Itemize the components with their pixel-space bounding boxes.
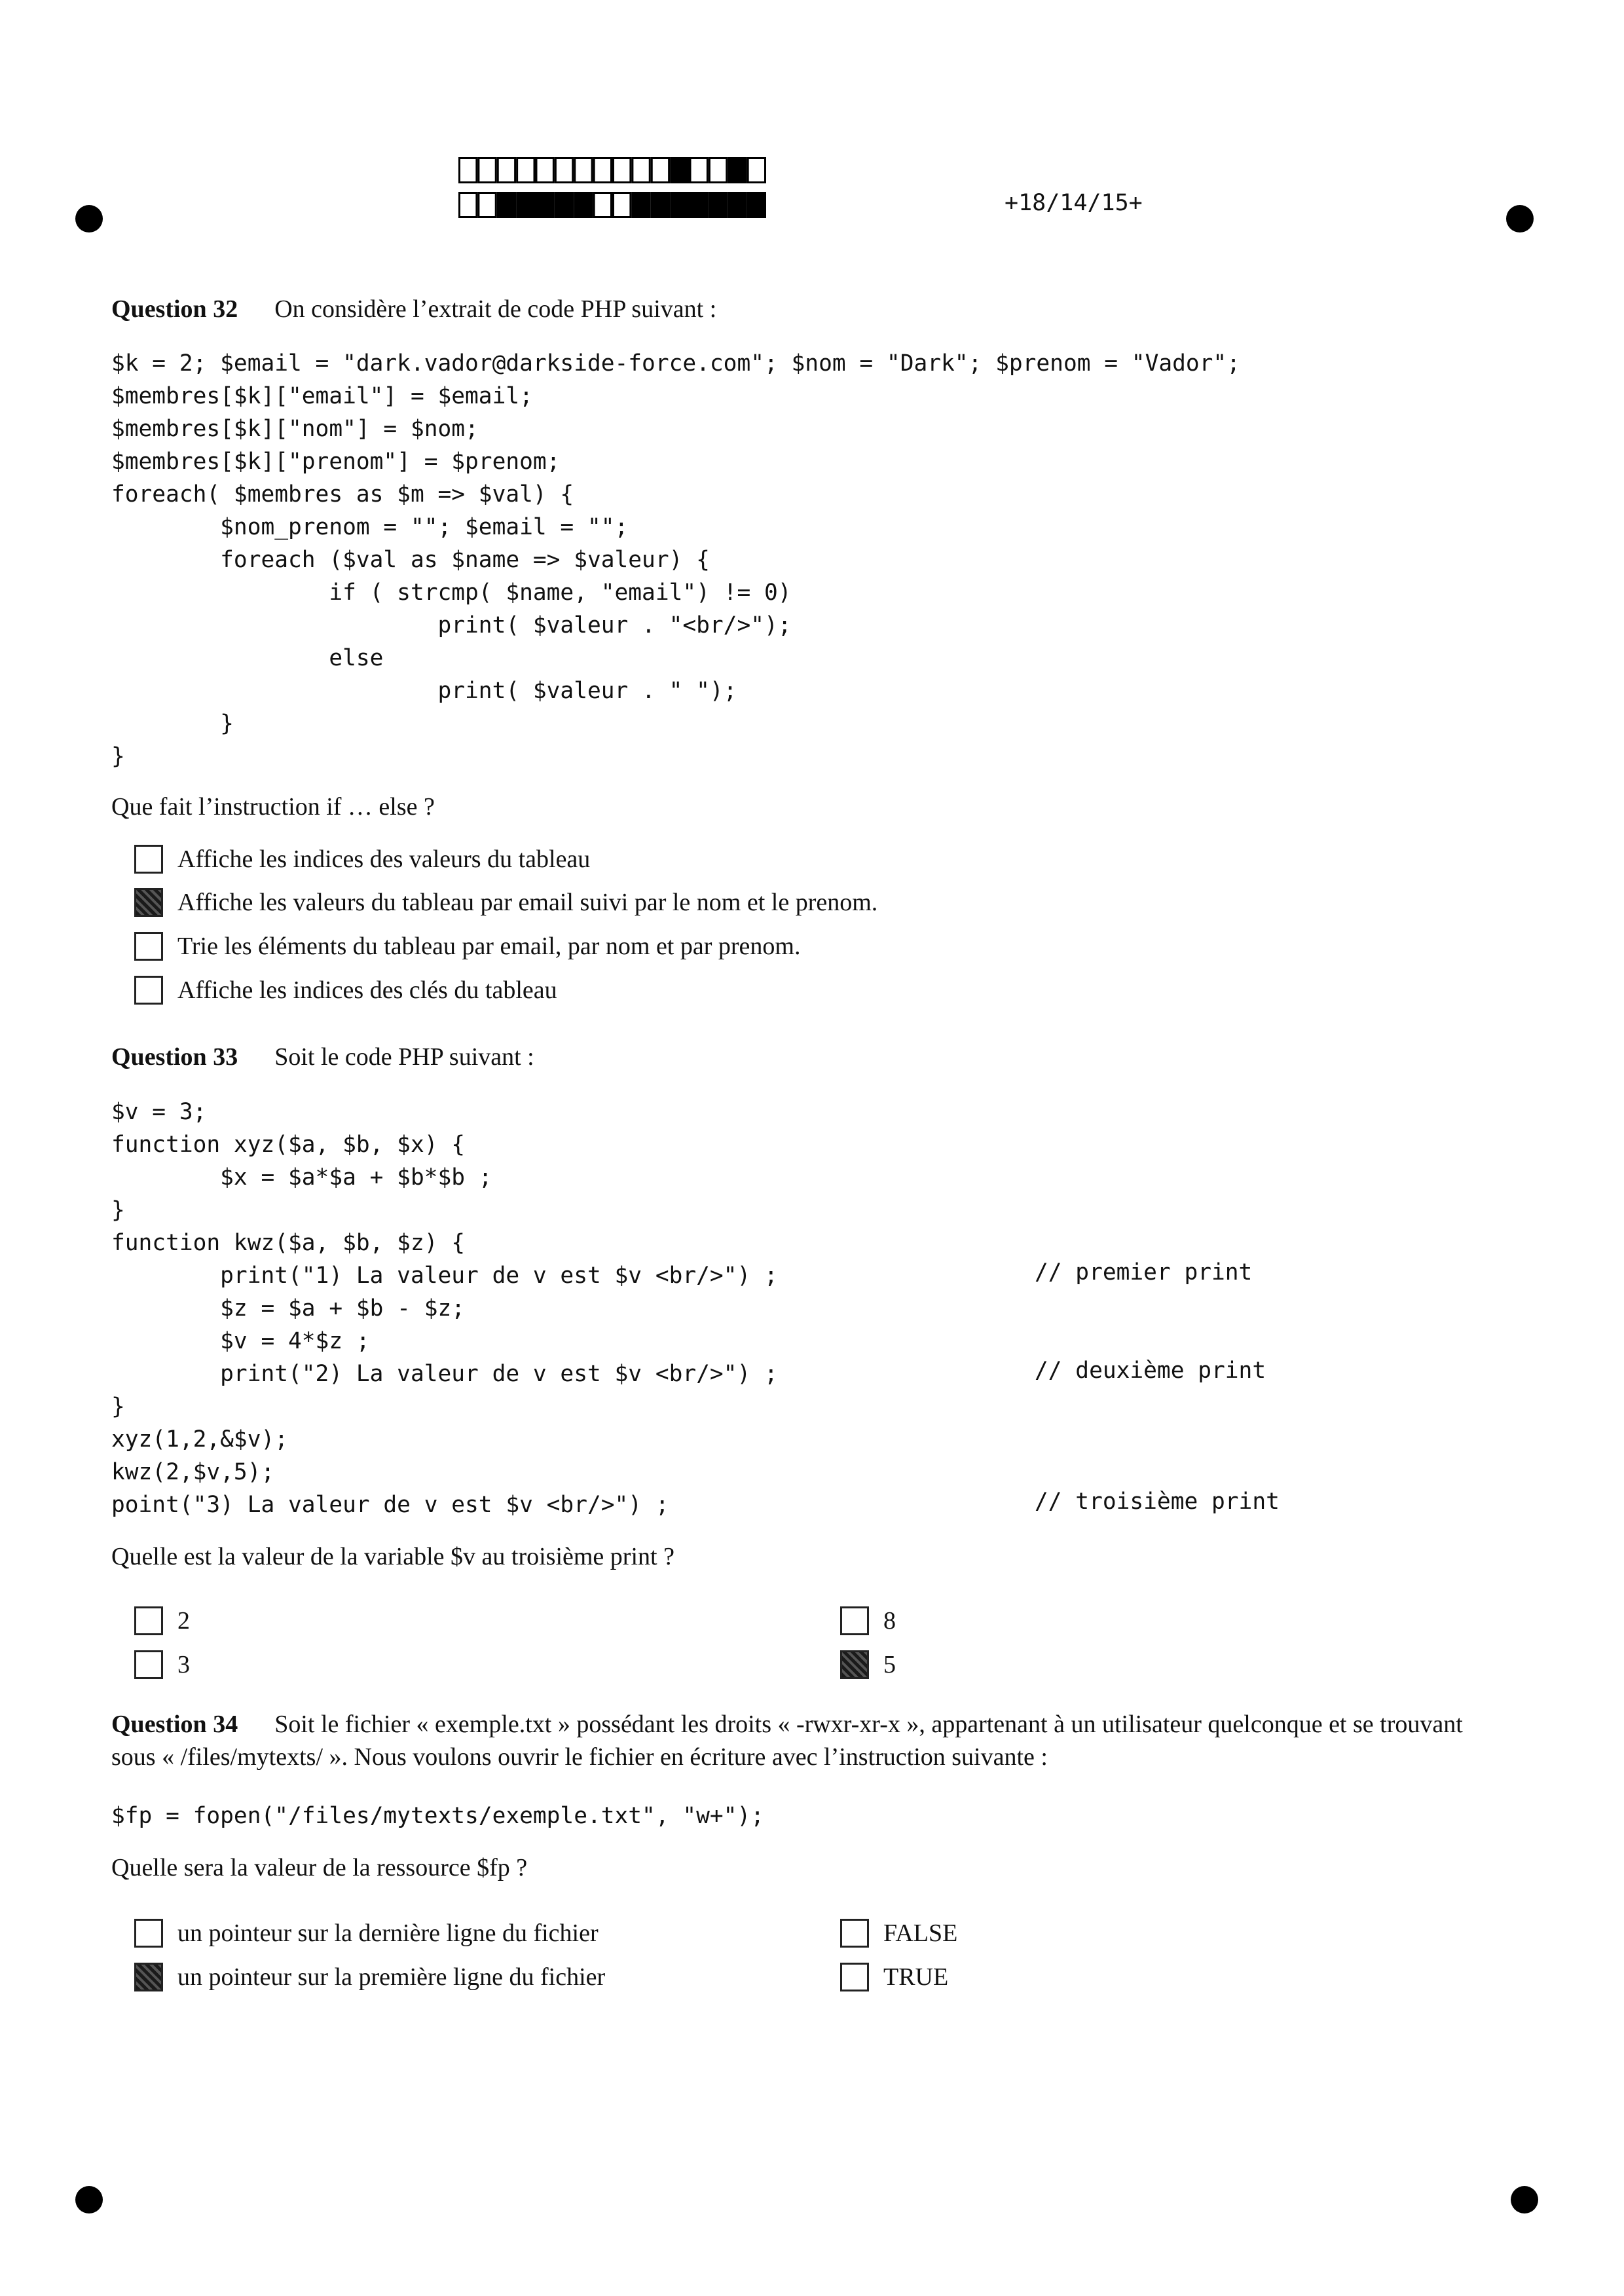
answer-label: 5: [883, 1651, 896, 1678]
checkbox[interactable]: [840, 1919, 869, 1948]
barcode-row-1: [458, 157, 766, 183]
barcode-cell: [479, 158, 496, 183]
barcode-cell: [517, 193, 534, 217]
barcode-cell: [479, 193, 496, 217]
q34-prompt: Quelle sera la valeur de la ressource $fp ?: [111, 1854, 528, 1881]
q32-prompt: Que fait l’instruction if … else ?: [111, 793, 435, 821]
barcode-cell: [555, 193, 572, 217]
q32-answer-3[interactable]: [134, 932, 800, 961]
barcode-cell: [633, 158, 650, 183]
q33-prompt: Quelle est la valeur de la variable $v au troisième print ?: [111, 1543, 674, 1570]
barcode-cell: [536, 158, 553, 183]
barcode-cell: [594, 193, 611, 217]
checkbox[interactable]: [134, 932, 163, 961]
barcode-cell: [690, 193, 707, 217]
checkbox[interactable]: [134, 888, 163, 917]
checkbox[interactable]: [840, 1606, 869, 1635]
answer-label: FALSE: [883, 1919, 958, 1947]
q34-text: Soit le fichier « exemple.txt » possédant les droits « -rwxr-xr-x », appartenant à un utilisateur quelconque et se trouvant sous « /files/mytexts/ ». Nous voulons ouvrir le fichier en écriture avec l’instruction suivante :: [111, 1711, 1463, 1771]
barcode-cell: [498, 193, 515, 217]
q32-number: Question 32: [111, 295, 238, 323]
q34-code: $fp = fopen("/files/mytexts/exemple.txt", "w+");: [111, 1803, 764, 1829]
q32-answer-1[interactable]: [134, 845, 590, 874]
checkbox[interactable]: [134, 1963, 163, 1991]
answer-label: Affiche les valeurs du tableau par email suivi par le nom et le prenom.: [177, 889, 878, 916]
barcode-cell: [594, 158, 611, 183]
answer-label: un pointeur sur la première ligne du fichier: [177, 1963, 606, 1991]
answer-label: un pointeur sur la dernière ligne du fichier: [177, 1919, 599, 1947]
q32-answer-4[interactable]: [134, 976, 557, 1005]
barcode-cell: [729, 158, 746, 183]
barcode-cell: [614, 193, 631, 217]
barcode-cell: [748, 158, 765, 183]
barcode-cell: [652, 158, 669, 183]
q33-answer-4[interactable]: [840, 1650, 896, 1679]
registration-mark-top-right: [1506, 205, 1534, 232]
q32-text: On considère l’extrait de code PHP suivant :: [274, 295, 717, 323]
checkbox[interactable]: [134, 1650, 163, 1679]
registration-mark-bottom-left: [75, 2186, 103, 2213]
answer-label: TRUE: [883, 1963, 949, 1991]
barcode-cell: [709, 193, 726, 217]
q33-number: Question 33: [111, 1043, 238, 1071]
barcode-cell: [517, 158, 534, 183]
q34-header: [111, 1708, 1513, 1773]
barcode-cell: [555, 158, 572, 183]
page-id: +18/14/15+: [1005, 190, 1143, 216]
q33-comment-second: // deuxième print: [1035, 1358, 1266, 1384]
answer-label: Affiche les indices des clés du tableau: [177, 976, 557, 1004]
registration-mark-bottom-right: [1511, 2186, 1538, 2213]
barcode-cell: [690, 158, 707, 183]
barcode-cell: [460, 193, 477, 217]
q33-comment-third: // troisième print: [1035, 1489, 1280, 1515]
q33-header: [111, 1043, 534, 1071]
q32-code: $k = 2; $email = "dark.vador@darkside-force.com"; $nom = "Dark"; $prenom = "Vador"; $membres[$k]["email"] = $email; $membres[$k]["nom"] = $nom; $membres[$k]["prenom"] = $prenom; foreach( $membres as $m => $val) { $nom_prenom = ""; $email = ""; foreach ($val as $name => $valeur) { if ( strcmp( $name, "email") != 0) print( $valeur . "<br/>"); else print( $valeur . " "); } }: [111, 350, 1240, 769]
checkbox[interactable]: [134, 845, 163, 874]
q34-answer-1[interactable]: [134, 1919, 599, 1948]
answer-label: Trie les éléments du tableau par email, par nom et par prenom.: [177, 933, 801, 960]
barcode-cell: [633, 193, 650, 217]
barcode-cell: [671, 158, 688, 183]
barcode-cell: [671, 193, 688, 217]
barcode-cell: [729, 193, 746, 217]
registration-mark-top-left: [75, 205, 103, 232]
barcode-cell: [748, 193, 765, 217]
barcode-row-2: [458, 192, 766, 218]
barcode-cell: [709, 158, 726, 183]
q34-answer-2[interactable]: [134, 1963, 605, 1991]
q33-comment-first: // premier print: [1035, 1259, 1253, 1286]
answer-label: 8: [883, 1607, 896, 1635]
barcode-cell: [536, 193, 553, 217]
q34-answer-3[interactable]: [840, 1919, 957, 1948]
q32-answer-2[interactable]: [134, 888, 877, 917]
q33-code: $v = 3; function xyz($a, $b, $x) { $x = $a*$a + $b*$b ; } function kwz($a, $b, $z) { print("1) La valeur de v est $v <br/>") ; $z = $a + $b - $z; $v = 4*$z ; print("2) La valeur de v est $v <br/>") ; } xyz(1,2,&$v); kwz(2,$v,5); point("3) La valeur de v est $v <br/>") ;: [111, 1099, 778, 1518]
checkbox[interactable]: [840, 1963, 869, 1991]
q33-answer-2[interactable]: [134, 1650, 190, 1679]
q33-answer-1[interactable]: [134, 1606, 190, 1635]
answer-label: 3: [177, 1651, 190, 1678]
q34-answer-4[interactable]: [840, 1963, 948, 1991]
q33-text: Soit le code PHP suivant :: [274, 1043, 534, 1071]
barcode-cell: [575, 158, 592, 183]
q33-answer-3[interactable]: [840, 1606, 896, 1635]
checkbox[interactable]: [134, 1606, 163, 1635]
barcode-cell: [614, 158, 631, 183]
answer-label: Affiche les indices des valeurs du tableau: [177, 845, 591, 873]
barcode-cell: [652, 193, 669, 217]
barcode-cell: [498, 158, 515, 183]
checkbox[interactable]: [134, 1919, 163, 1948]
barcode-cell: [460, 158, 477, 183]
barcode-cell: [575, 193, 592, 217]
checkbox[interactable]: [134, 976, 163, 1005]
checkbox[interactable]: [840, 1650, 869, 1679]
answer-label: 2: [177, 1607, 190, 1635]
q32-header: [111, 295, 716, 324]
q34-number: Question 34: [111, 1711, 238, 1738]
